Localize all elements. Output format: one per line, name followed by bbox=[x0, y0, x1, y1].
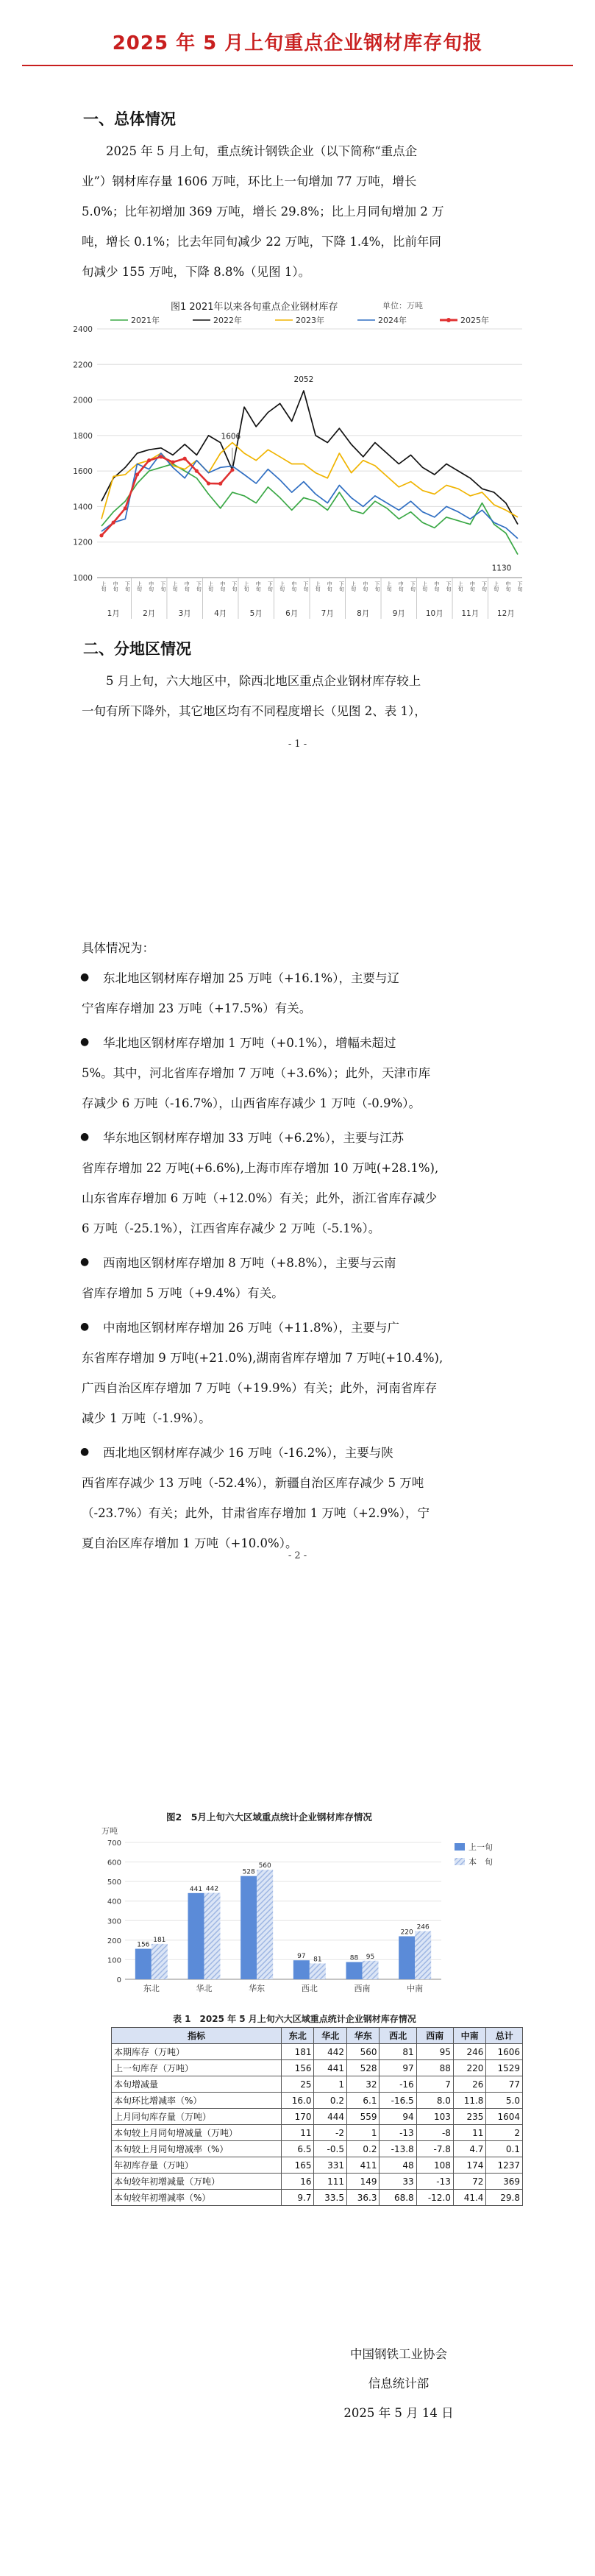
y-tick-label: 700 bbox=[107, 1839, 121, 1848]
table-cell: -13 bbox=[380, 2125, 416, 2141]
x-tick-label: 下旬 bbox=[196, 581, 202, 592]
region-detail-line: 东北地区钢材库存增加 25 万吨（+16.1%），主要与辽 bbox=[103, 971, 399, 985]
table-cell: 94 bbox=[380, 2109, 416, 2125]
bar-previous bbox=[135, 1949, 152, 1979]
x-tick-label: 上旬 bbox=[243, 581, 250, 592]
table-cell: 29.8 bbox=[486, 2190, 523, 2206]
figure2-bar-chart bbox=[96, 1823, 507, 2000]
bar-current bbox=[257, 1870, 273, 1979]
region-detail-line: 夏自治区库存增加 1 万吨（+10.0%）。 bbox=[82, 1536, 298, 1550]
table-cell: 235 bbox=[453, 2109, 486, 2125]
series-2025-point bbox=[135, 472, 139, 476]
figure2-caption: 图2 5月上旬六大区域重点统计企业钢材库存情况 bbox=[166, 1812, 372, 1823]
legend-marker bbox=[446, 318, 451, 322]
table-cell: 8.0 bbox=[416, 2093, 453, 2109]
table-cell: -13.8 bbox=[380, 2141, 416, 2157]
x-month-label: 9月 bbox=[392, 609, 405, 618]
legend-label: 2024年 bbox=[378, 316, 407, 325]
series-2025-point bbox=[99, 533, 103, 537]
x-tick-label: 中旬 bbox=[184, 581, 190, 592]
table-header-cell: 东北 bbox=[281, 2028, 314, 2044]
bar-previous bbox=[399, 1937, 415, 1979]
x-tick-label: 下旬 bbox=[374, 581, 380, 592]
table-cell: 95 bbox=[416, 2044, 453, 2060]
x-tick-label: 上旬 bbox=[350, 581, 357, 592]
bullet-icon: ● bbox=[80, 1036, 90, 1048]
x-tick-label: 下旬 bbox=[302, 581, 309, 592]
table-cell: 103 bbox=[416, 2109, 453, 2125]
table-row bbox=[112, 2093, 523, 2109]
region-detail-line: 西省库存减少 13 万吨（-52.4%），新疆自治区库存减少 5 万吨 bbox=[82, 1476, 424, 1490]
table-row-label: 上一旬库存（万吨） bbox=[112, 2060, 282, 2076]
y-tick-label: 2400 bbox=[73, 325, 93, 334]
region-detail-line: 存减少 6 万吨（-16.7%），山西省库存减少 1 万吨（-0.9%）。 bbox=[82, 1096, 421, 1110]
legend-label: 2023年 bbox=[296, 316, 324, 325]
table-cell: 97 bbox=[380, 2060, 416, 2076]
table-cell: 1 bbox=[346, 2125, 380, 2141]
x-tick-label: 上旬 bbox=[386, 581, 393, 592]
table-cell: 0.1 bbox=[486, 2141, 523, 2157]
bar-value-label: 441 bbox=[189, 1885, 203, 1893]
x-month-label: 10月 bbox=[425, 609, 443, 618]
table-row bbox=[112, 2125, 523, 2141]
table-cell: 11 bbox=[453, 2125, 486, 2141]
figure1-caption: 图1 2021年以来各旬重点企业钢材库存 bbox=[171, 302, 338, 313]
category-label: 西北 bbox=[301, 1984, 318, 1993]
x-tick-label: 上旬 bbox=[421, 581, 428, 592]
title-divider bbox=[22, 65, 573, 66]
y-axis-unit: 万吨 bbox=[101, 1826, 118, 1836]
page-number: - 2 - bbox=[288, 1550, 307, 1561]
category-label: 东北 bbox=[143, 1984, 160, 1993]
x-tick-label: 上旬 bbox=[457, 581, 464, 592]
x-tick-label: 中旬 bbox=[327, 581, 333, 592]
y-tick-label: 1000 bbox=[73, 574, 93, 583]
table-cell: 32 bbox=[346, 2076, 380, 2093]
region-detail-line: 华东地区钢材库存增加 33 万吨（+6.2%），主要与江苏 bbox=[103, 1131, 404, 1145]
bar-value-label: 246 bbox=[416, 1923, 430, 1931]
x-month-label: 4月 bbox=[214, 609, 227, 618]
x-tick-label: 中旬 bbox=[433, 581, 440, 592]
table-cell: 2 bbox=[486, 2125, 523, 2141]
x-month-label: 8月 bbox=[357, 609, 370, 618]
region-detail-line: （-23.7%）有关；此外，甘肃省库存增加 1 万吨（+2.9%），宁 bbox=[82, 1506, 430, 1520]
table-cell: -7.8 bbox=[416, 2141, 453, 2157]
x-tick-label: 下旬 bbox=[124, 581, 131, 592]
table-cell: 1606 bbox=[486, 2044, 523, 2060]
bar-value-label: 220 bbox=[400, 1929, 413, 1937]
bar-previous bbox=[293, 1960, 310, 1979]
table-header-cell: 西北 bbox=[380, 2028, 416, 2044]
table-cell: 442 bbox=[314, 2044, 347, 2060]
table1-caption: 表 1 2025 年 5 月上旬六大区域重点统计企业钢材库存情况 bbox=[173, 2014, 416, 2024]
table-cell: 111 bbox=[314, 2174, 347, 2190]
x-month-label: 6月 bbox=[285, 609, 299, 618]
category-label: 华北 bbox=[196, 1984, 213, 1993]
y-tick-label: 500 bbox=[107, 1878, 121, 1887]
x-tick-label: 下旬 bbox=[338, 581, 345, 592]
table-row bbox=[112, 2060, 523, 2076]
series-2025-point bbox=[207, 481, 210, 485]
series-2025-point bbox=[171, 460, 174, 464]
x-tick-label: 下旬 bbox=[231, 581, 238, 592]
x-month-label: 3月 bbox=[178, 609, 191, 618]
bar-value-label: 95 bbox=[366, 1953, 375, 1961]
x-tick-label: 中旬 bbox=[291, 581, 297, 592]
x-tick-label: 下旬 bbox=[410, 581, 416, 592]
bar-value-label: 442 bbox=[205, 1885, 219, 1893]
table-cell: 560 bbox=[346, 2044, 380, 2060]
table-cell: 4.7 bbox=[453, 2141, 486, 2157]
region-detail-line: 华北地区钢材库存增加 1 万吨（+0.1%），增幅未超过 bbox=[103, 1036, 396, 1050]
table-cell: 11 bbox=[281, 2125, 314, 2141]
x-tick-label: 上旬 bbox=[315, 581, 321, 592]
x-tick-label: 中旬 bbox=[113, 581, 119, 592]
table-row-label: 本旬环比增减率（%） bbox=[112, 2093, 282, 2109]
table-cell: 72 bbox=[453, 2174, 486, 2190]
x-tick-label: 下旬 bbox=[445, 581, 452, 592]
bar-current bbox=[152, 1944, 168, 1979]
report-title: 2025 年 5 月上旬重点企业钢材库存旬报 bbox=[112, 32, 483, 54]
region-detail-line: 山东省库存增加 6 万吨（+12.0%）有关；此外，浙江省库存减少 bbox=[82, 1191, 438, 1205]
table-cell: 26 bbox=[453, 2076, 486, 2093]
x-tick-label: 中旬 bbox=[362, 581, 368, 592]
x-tick-label: 上旬 bbox=[207, 581, 214, 592]
series-2025-point bbox=[159, 455, 163, 458]
table-cell: 149 bbox=[346, 2174, 380, 2190]
series-2025-point bbox=[147, 458, 151, 462]
x-tick-label: 中旬 bbox=[255, 581, 262, 592]
x-month-label: 11月 bbox=[461, 609, 480, 618]
bar-current bbox=[415, 1931, 431, 1979]
figure1-unit: 单位：万吨 bbox=[382, 301, 423, 311]
table-header-cell: 华北 bbox=[314, 2028, 347, 2044]
region-detail-line: 中南地区钢材库存增加 26 万吨（+11.8%），主要与广 bbox=[103, 1321, 399, 1335]
table-cell: 36.3 bbox=[346, 2190, 380, 2206]
table-cell: 33.5 bbox=[314, 2190, 347, 2206]
region-details-list bbox=[0, 963, 595, 1550]
x-month-label: 7月 bbox=[321, 609, 334, 618]
x-month-label: 12月 bbox=[496, 609, 515, 618]
table-row bbox=[112, 2157, 523, 2174]
region-detail-line: 广西自治区库存增加 7 万吨（+19.9%）有关；此外，河南省库存 bbox=[82, 1381, 438, 1395]
table-cell: -16 bbox=[380, 2076, 416, 2093]
table-row-label: 本旬较上月同旬增减量（万吨） bbox=[112, 2125, 282, 2141]
table-header-cell: 西南 bbox=[416, 2028, 453, 2044]
table-cell: 441 bbox=[314, 2060, 347, 2076]
region-detail-line: 5%。其中，河北省库存增加 7 万吨（+3.6%）；此外，天津市库 bbox=[82, 1066, 431, 1080]
series-2025-point bbox=[230, 468, 234, 472]
x-tick-label: 上旬 bbox=[101, 581, 107, 592]
table-row bbox=[112, 2044, 523, 2060]
x-tick-label: 上旬 bbox=[493, 581, 499, 592]
x-tick-label: 上旬 bbox=[172, 581, 179, 592]
series-2025-point bbox=[112, 521, 115, 525]
table-row bbox=[112, 2141, 523, 2157]
y-tick-label: 100 bbox=[107, 1956, 121, 1965]
legend-label: 2025年 bbox=[460, 316, 489, 325]
table-row bbox=[112, 2174, 523, 2190]
y-tick-label: 300 bbox=[107, 1917, 121, 1926]
callout-label: 1130 bbox=[491, 564, 512, 573]
table-header-cell: 中南 bbox=[453, 2028, 486, 2044]
signature-org: 中国钢铁工业协会 bbox=[350, 2347, 447, 2361]
y-tick-label: 1400 bbox=[73, 503, 93, 512]
y-tick-label: 2000 bbox=[73, 396, 93, 405]
y-tick-label: 1200 bbox=[73, 538, 93, 547]
category-label: 西南 bbox=[354, 1984, 371, 1993]
x-tick-label: 下旬 bbox=[481, 581, 488, 592]
series-2025-point bbox=[183, 457, 187, 461]
table-cell: 181 bbox=[281, 2044, 314, 2060]
table-header-cell: 总计 bbox=[486, 2028, 523, 2044]
legend-label: 2021年 bbox=[131, 316, 160, 325]
y-tick-label: 1600 bbox=[73, 467, 93, 477]
region-detail-line: 宁省库存增加 23 万吨（+17.5%）有关。 bbox=[82, 1001, 312, 1015]
bullet-icon: ● bbox=[80, 1256, 90, 1268]
table-cell: 1237 bbox=[486, 2157, 523, 2174]
bullet-icon: ● bbox=[80, 1131, 90, 1143]
callout-label: 2052 bbox=[293, 375, 314, 385]
bullet-icon: ● bbox=[80, 1446, 90, 1458]
table-row-label: 本期库存（万吨） bbox=[112, 2044, 282, 2060]
y-tick-label: 200 bbox=[107, 1937, 121, 1945]
table-cell: 1604 bbox=[486, 2109, 523, 2125]
table-row-label: 本旬较上月同旬增减率（%） bbox=[112, 2141, 282, 2157]
table-cell: 156 bbox=[281, 2060, 314, 2076]
table-cell: 16.0 bbox=[281, 2093, 314, 2109]
table-cell: 7 bbox=[416, 2076, 453, 2093]
table-cell: 41.4 bbox=[453, 2190, 486, 2206]
region-detail-line: 6 万吨（-25.1%），江西省库存减少 2 万吨（-5.1%）。 bbox=[82, 1221, 381, 1235]
legend-label: 2022年 bbox=[213, 316, 242, 325]
y-tick-label: 0 bbox=[116, 1976, 121, 1984]
table-cell: 108 bbox=[416, 2157, 453, 2174]
legend-label: 本 旬 bbox=[468, 1857, 493, 1867]
section1-paragraph bbox=[82, 136, 523, 287]
section1-line: 5.0%；比年初增加 369 万吨，增长 29.8%；比上月同旬增加 2 万 bbox=[82, 205, 444, 219]
x-tick-label: 中旬 bbox=[398, 581, 405, 592]
table-cell: 444 bbox=[314, 2109, 347, 2125]
bar-value-label: 156 bbox=[137, 1941, 150, 1949]
table-row-label: 年初库存量（万吨） bbox=[112, 2157, 282, 2174]
table-cell: 0.2 bbox=[346, 2141, 380, 2157]
series-line-2021年 bbox=[101, 464, 518, 555]
bar-value-label: 560 bbox=[258, 1862, 271, 1870]
table-cell: 559 bbox=[346, 2109, 380, 2125]
table-row-label: 本旬增减量 bbox=[112, 2076, 282, 2093]
section2-line: 一旬有所下降外，其它地区均有不同程度增长（见图 2、表 1）， bbox=[82, 704, 427, 718]
x-month-label: 5月 bbox=[249, 609, 263, 618]
series-2025-point bbox=[218, 482, 222, 486]
table-cell: 6.1 bbox=[346, 2093, 380, 2109]
section2-line: 5 月上旬，六大地区中，除西北地区重点企业钢材库存较上 bbox=[106, 674, 421, 688]
table-cell: 33 bbox=[380, 2174, 416, 2190]
region-detail-line: 减少 1 万吨（-1.9%）。 bbox=[82, 1411, 211, 1425]
category-label: 华东 bbox=[249, 1984, 266, 1993]
series-line-2025年 bbox=[101, 457, 232, 536]
table-cell: -0.5 bbox=[314, 2141, 347, 2157]
region-detail-line: 东省库存增加 9 万吨(+21.0%),湖南省库存增加 7 万吨(+10.4%), bbox=[82, 1351, 443, 1365]
table-cell: 174 bbox=[453, 2157, 486, 2174]
table-header-cell: 指标 bbox=[112, 2028, 282, 2044]
bar-current bbox=[310, 1963, 326, 1979]
x-tick-label: 中旬 bbox=[148, 581, 154, 592]
region-detail-line: 西南地区钢材库存增加 8 万吨（+8.8%），主要与云南 bbox=[103, 1256, 396, 1270]
table-cell: 6.5 bbox=[281, 2141, 314, 2157]
region-detail-line: 省库存增加 22 万吨(+6.6%),上海市库存增加 10 万吨(+28.1%), bbox=[82, 1161, 439, 1175]
bar-previous bbox=[188, 1893, 204, 1979]
x-tick-label: 中旬 bbox=[505, 581, 511, 592]
region-detail-line: 省库存增加 5 万吨（+9.4%）有关。 bbox=[82, 1286, 284, 1300]
series-2025-point bbox=[195, 469, 199, 473]
table-cell: 9.7 bbox=[281, 2190, 314, 2206]
table-cell: 77 bbox=[486, 2076, 523, 2093]
table-cell: 170 bbox=[281, 2109, 314, 2125]
series-2025-point bbox=[124, 506, 127, 510]
table-cell: 1529 bbox=[486, 2060, 523, 2076]
series-line-2023年 bbox=[101, 443, 518, 519]
bar-value-label: 528 bbox=[242, 1868, 255, 1876]
legend-swatch bbox=[455, 1843, 465, 1851]
bullet-icon: ● bbox=[80, 971, 90, 983]
chart1-legend bbox=[110, 315, 489, 325]
details-intro: 具体情况为： bbox=[82, 941, 154, 955]
x-tick-label: 中旬 bbox=[469, 581, 476, 592]
x-tick-label: 上旬 bbox=[279, 581, 285, 592]
table-row-label: 本旬较年初增减量（万吨） bbox=[112, 2174, 282, 2190]
region-stock-table bbox=[111, 2027, 523, 2206]
y-tick-label: 2200 bbox=[73, 361, 93, 370]
section1-heading: 一、总体情况 bbox=[83, 110, 176, 128]
y-tick-label: 1800 bbox=[73, 431, 93, 441]
table-cell: -16.5 bbox=[380, 2093, 416, 2109]
bar-previous bbox=[346, 1962, 363, 1979]
table-cell: 411 bbox=[346, 2157, 380, 2174]
table-header-cell: 华东 bbox=[346, 2028, 380, 2044]
bar-value-label: 97 bbox=[297, 1953, 306, 1961]
y-tick-label: 600 bbox=[107, 1859, 121, 1867]
table-cell: 331 bbox=[314, 2157, 347, 2174]
page-number: - 1 - bbox=[288, 739, 307, 750]
table-cell: 16 bbox=[281, 2174, 314, 2190]
section1-line: 旬减少 155 万吨，下降 8.8%（见图 1）。 bbox=[82, 265, 311, 279]
table-cell: 1 bbox=[314, 2076, 347, 2093]
bar-current bbox=[363, 1961, 379, 1979]
x-tick-label: 上旬 bbox=[136, 581, 143, 592]
table-cell: 165 bbox=[281, 2157, 314, 2174]
bar-value-label: 81 bbox=[313, 1956, 322, 1964]
bar-current bbox=[204, 1893, 221, 1979]
table-cell: 369 bbox=[486, 2174, 523, 2190]
section1-line: 业”）钢材库存量 1606 万吨，环比上一旬增加 77 万吨，增长 bbox=[82, 174, 417, 188]
region-detail-line: 西北地区钢材库存减少 16 万吨（-16.2%），主要与陕 bbox=[103, 1446, 393, 1460]
legend-label: 上一旬 bbox=[468, 1842, 493, 1852]
table-row-label: 本旬较年初增减率（%） bbox=[112, 2190, 282, 2206]
table-cell: 0.2 bbox=[314, 2093, 347, 2109]
x-tick-label: 下旬 bbox=[267, 581, 274, 592]
figure1-line-chart bbox=[51, 313, 537, 622]
table-cell: 48 bbox=[380, 2157, 416, 2174]
table-cell: 81 bbox=[380, 2044, 416, 2060]
table-cell: 220 bbox=[453, 2060, 486, 2076]
table-cell: 88 bbox=[416, 2060, 453, 2076]
bullet-icon: ● bbox=[80, 1321, 90, 1333]
table-cell: 5.0 bbox=[486, 2093, 523, 2109]
x-month-label: 1月 bbox=[107, 609, 120, 618]
bar-value-label: 181 bbox=[153, 1936, 166, 1944]
table-cell: -2 bbox=[314, 2125, 347, 2141]
x-month-label: 2月 bbox=[143, 609, 156, 618]
table-cell: 25 bbox=[281, 2076, 314, 2093]
x-tick-label: 下旬 bbox=[517, 581, 523, 592]
signature-date: 2025 年 5 月 14 日 bbox=[343, 2406, 454, 2420]
table-cell: 11.8 bbox=[453, 2093, 486, 2109]
table-row bbox=[112, 2076, 523, 2093]
table-row bbox=[112, 2190, 523, 2206]
table-cell: -12.0 bbox=[416, 2190, 453, 2206]
table-row bbox=[112, 2109, 523, 2125]
section2-heading: 二、分地区情况 bbox=[83, 640, 191, 658]
section1-line: 2025 年 5 月上旬，重点统计钢铁企业（以下简称“重点企 bbox=[106, 144, 418, 158]
table-cell: 68.8 bbox=[380, 2190, 416, 2206]
bar-value-label: 88 bbox=[349, 1954, 359, 1962]
legend-swatch bbox=[455, 1858, 465, 1865]
table-cell: -8 bbox=[416, 2125, 453, 2141]
table-cell: 528 bbox=[346, 2060, 380, 2076]
section2-paragraph bbox=[82, 666, 523, 726]
category-label: 中南 bbox=[407, 1984, 424, 1993]
x-tick-label: 下旬 bbox=[160, 581, 166, 592]
x-tick-label: 中旬 bbox=[219, 581, 226, 592]
table-cell: 246 bbox=[453, 2044, 486, 2060]
bar-previous bbox=[241, 1876, 257, 1979]
signature-dept: 信息统计部 bbox=[368, 2377, 430, 2391]
table-row-label: 上月同旬库存量（万吨） bbox=[112, 2109, 282, 2125]
section1-line: 吨，增长 0.1%；比去年同旬减少 22 万吨，下降 1.4%，比前年同 bbox=[82, 235, 441, 249]
y-tick-label: 400 bbox=[107, 1898, 121, 1906]
table-cell: -13 bbox=[416, 2174, 453, 2190]
callout-label: 1606 bbox=[221, 432, 241, 441]
